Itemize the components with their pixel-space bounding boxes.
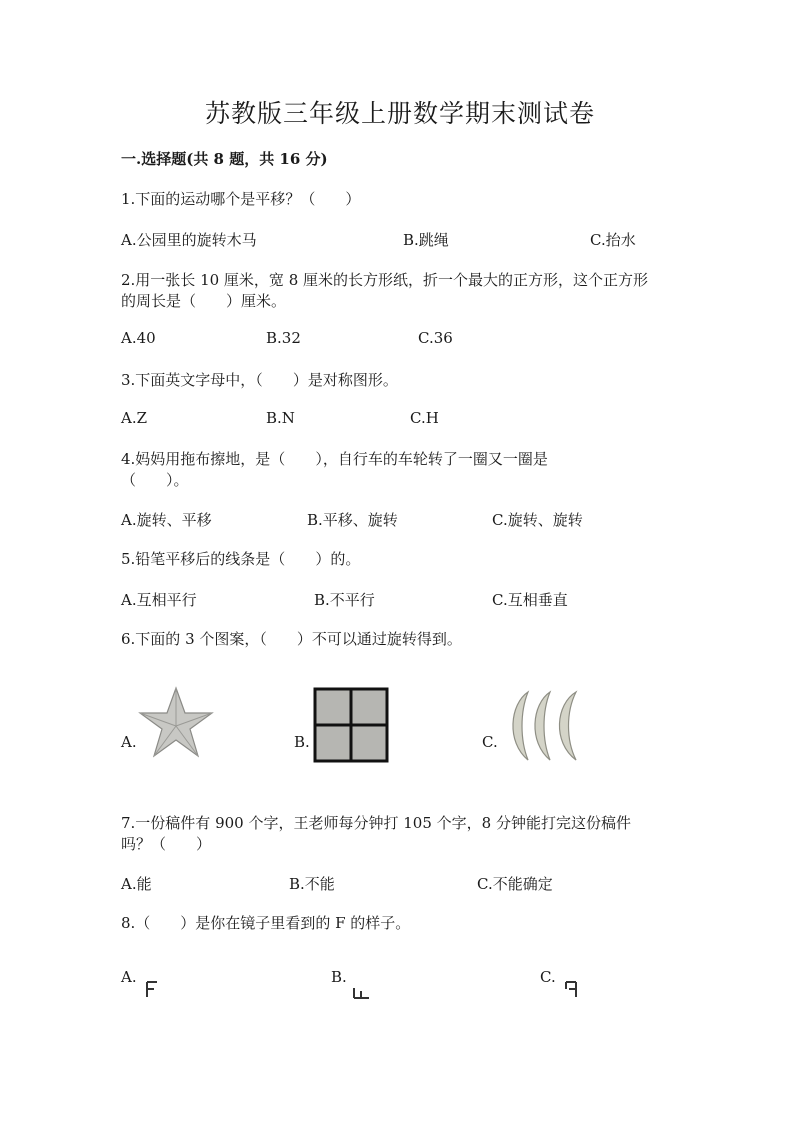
q6-option-c: C. (482, 733, 498, 751)
q3-option-a: A.Z (121, 409, 148, 427)
question-4-text-line-1: 4.妈妈用拖布擦地，是（ ），自行车的车轮转了一圈又一圈是 (121, 450, 548, 468)
q8-option-b: B. (331, 968, 347, 986)
page-title: 苏教版三年级上册数学期末测试卷 (204, 99, 595, 128)
question-2-text-line-1: 2.用一张长 10 厘米，宽 8 厘米的长方形纸，折一个最大的正方形，这个正方形 (121, 271, 649, 289)
q7-option-b: B.不能 (289, 875, 335, 893)
q8-option-a: A. (121, 968, 137, 986)
question-5-text: 5.铅笔平移后的线条是（ ）的。 (121, 550, 361, 568)
q1-option-b: B.跳绳 (403, 231, 449, 249)
letter-f-mirrored-icon (563, 980, 579, 998)
question-4-text-line-2: （ ）。 (121, 471, 189, 489)
section-heading: 一.选择题(共 8 题，共 16 分) (121, 150, 328, 168)
q6-option-b: B. (294, 733, 310, 751)
q6-option-a: A. (121, 733, 137, 751)
letter-f-icon (144, 980, 160, 998)
star-icon (138, 684, 214, 760)
q5-option-b: B.不平行 (314, 591, 375, 609)
q2-option-c: C.36 (418, 329, 453, 347)
crescents-icon (502, 690, 588, 762)
question-7-text-line-2: 吗？（ ） (121, 835, 212, 853)
q3-option-b: B.N (266, 409, 295, 427)
question-3-text: 3.下面英文字母中，（ ）是对称图形。 (121, 371, 398, 389)
q7-option-a: A.能 (121, 875, 152, 893)
q3-option-c: C.H (410, 409, 439, 427)
q5-option-c: C.互相垂直 (492, 591, 568, 609)
q7-option-c: C.不能确定 (477, 875, 553, 893)
q2-option-a: A.40 (121, 329, 156, 347)
q4-option-c: C.旋转、旋转 (492, 511, 583, 529)
q4-option-b: B.平移、旋转 (307, 511, 398, 529)
q4-option-a: A.旋转、平移 (121, 511, 212, 529)
question-1-text: 1.下面的运动哪个是平移？（ ） (121, 190, 361, 208)
question-7-text-line-1: 7.一份稿件有 900 个字，王老师每分钟打 105 个字，8 分钟能打完这份稿件 (121, 814, 631, 832)
question-8-text: 8.（ ）是你在镜子里看到的 F 的样子。 (121, 914, 411, 932)
letter-f-rotated-icon (352, 986, 370, 1000)
q1-option-a: A.公园里的旋转木马 (121, 231, 257, 249)
four-squares-icon (313, 687, 389, 763)
q5-option-a: A.互相平行 (121, 591, 197, 609)
question-6-text: 6.下面的 3 个图案，（ ）不可以通过旋转得到。 (121, 630, 462, 648)
q8-option-c: C. (540, 968, 556, 986)
question-2-text-line-2: 的周长是（ ）厘米。 (121, 292, 287, 310)
q2-option-b: B.32 (266, 329, 301, 347)
q1-option-c: C.抬水 (590, 231, 636, 249)
